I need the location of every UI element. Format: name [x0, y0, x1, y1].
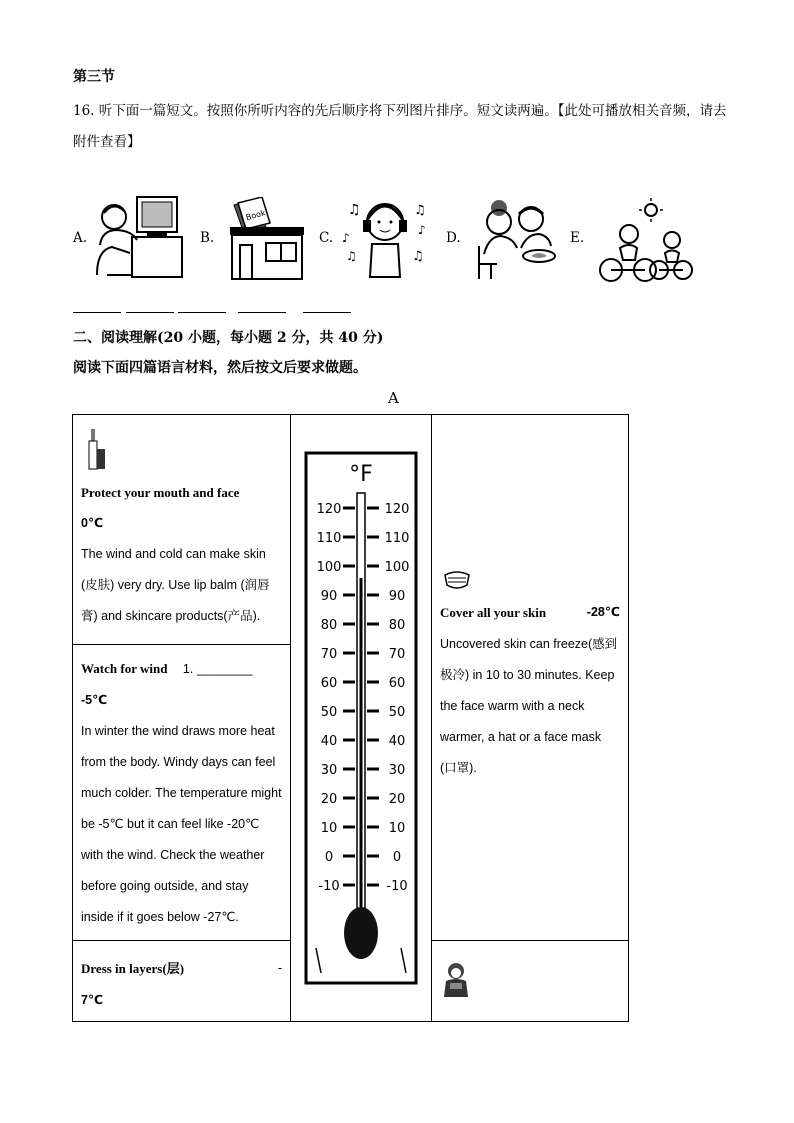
tick-label-right: 90	[388, 589, 406, 604]
picture-b	[198, 190, 308, 290]
tick-label-right: 30	[388, 763, 406, 778]
tick-label-right: 50	[388, 705, 406, 720]
answer-blank[interactable]	[126, 312, 174, 314]
thermometer-unit: °F	[349, 462, 373, 487]
tick-label-right: 100	[384, 560, 410, 575]
tick-label-right: 60	[388, 676, 406, 691]
picture-options	[60, 190, 740, 290]
svg-text:Book: Book	[244, 208, 267, 223]
tick-label-left: 120	[316, 502, 342, 517]
question-16: 16. 听下面一篇短文。按照你所听内容的先后顺序将下列图片排序。短文读两遍。【此处可播放相关音频，请去附件查看】	[73, 103, 727, 150]
tick-label-left: 20	[320, 792, 338, 807]
bookstore-icon	[226, 197, 306, 282]
cell-thermometer	[291, 415, 432, 1022]
picture-c	[318, 190, 438, 290]
cell-bundled-person	[432, 941, 629, 1022]
tick-label-right: 10	[388, 821, 406, 836]
answer-blank[interactable]	[73, 312, 121, 314]
cell-wind-title: Watch for wind	[81, 661, 168, 676]
picture-e	[570, 190, 710, 290]
tick-label-left: 40	[320, 734, 338, 749]
tick-label-right: 20	[388, 792, 406, 807]
cell-cover-temp: -28℃	[586, 605, 620, 619]
cell-wind-temp: -5℃	[81, 693, 108, 707]
cell-protect-title: Protect your mouth and face	[81, 485, 240, 500]
reading-instruction: 阅读下面四篇语言材料，然后按文后要求做题。	[73, 360, 367, 376]
cell-layers	[73, 941, 291, 1022]
picture-d	[444, 190, 564, 290]
lip-balm-icon	[85, 429, 107, 471]
tick-label-left: 30	[320, 763, 338, 778]
family-cycling-icon	[595, 198, 695, 283]
girl-headphones-icon	[340, 192, 435, 282]
svg-text:♪: ♪	[418, 223, 426, 237]
svg-text:♫: ♫	[414, 203, 426, 218]
family-dinner-icon	[469, 194, 564, 284]
tick-label-left: 60	[320, 676, 338, 691]
picture-a-label: A.	[73, 230, 88, 246]
picture-a	[60, 190, 190, 290]
picture-d-label: D.	[446, 230, 461, 246]
picture-b-label: B.	[200, 230, 215, 246]
answer-blanks	[73, 312, 373, 314]
svg-text:♫: ♫	[412, 249, 424, 264]
cell-layers-dash: -	[277, 961, 282, 975]
tick-label-left: 50	[320, 705, 338, 720]
tick-label-left: 110	[316, 531, 342, 546]
svg-text:♫: ♫	[346, 249, 357, 263]
svg-text:♪: ♪	[342, 231, 350, 245]
cell-cover-title: Cover all your skin	[440, 605, 547, 620]
picture-e-label: E.	[570, 230, 585, 246]
svg-text:♫: ♫	[348, 202, 361, 218]
bundled-person-icon	[442, 961, 470, 999]
thermometer-mercury	[360, 578, 363, 918]
tick-label-right: 40	[388, 734, 406, 749]
tick-label-right: -10	[386, 879, 408, 894]
tick-label-left: 100	[316, 560, 342, 575]
face-mask-icon	[442, 567, 472, 591]
cell-cover-skin	[432, 415, 629, 941]
answer-blank[interactable]	[303, 312, 351, 314]
cell-wind	[73, 645, 291, 941]
tick-label-right: 110	[384, 531, 410, 546]
tick-label-right: 80	[388, 618, 406, 633]
tick-label-left: 10	[320, 821, 338, 836]
section-title: 第三节	[73, 69, 115, 85]
picture-c-label: C.	[319, 230, 334, 246]
cell-protect-temp: 0℃	[81, 516, 104, 530]
tick-label-left: 90	[320, 589, 338, 604]
cell-protect-text: The wind and cold can make skin (皮肤) very dry. Use lip balm (润唇膏) and skincare products(产品).	[81, 547, 270, 623]
cell-protect	[73, 415, 291, 645]
cell-cover-text: Uncovered skin can freeze(感到极冷) in 10 to 30 minutes. Keep the face warm with a neck warmer, a hat or a face mask (口罩).	[440, 637, 618, 775]
tick-label-left: 0	[324, 850, 334, 865]
passage-table	[72, 414, 629, 1022]
cell-layers-temp: 7℃	[81, 993, 104, 1007]
answer-blank[interactable]	[178, 312, 226, 314]
thermometer-icon	[301, 448, 421, 988]
tick-label-right: 0	[392, 850, 402, 865]
thermometer-bulb	[344, 907, 378, 959]
blank-1[interactable]: 1. ________	[182, 662, 253, 676]
tick-label-left: -10	[318, 879, 340, 894]
tick-label-left: 70	[320, 647, 338, 662]
answer-blank[interactable]	[238, 312, 286, 314]
cell-layers-title: Dress in layers(层)	[81, 961, 185, 976]
reading-heading: 二、阅读理解(20 小题，每小题 2 分，共 40 分)	[73, 330, 384, 346]
passage-label: A	[388, 389, 399, 407]
boy-computer-icon	[92, 195, 187, 280]
tick-label-right: 120	[384, 502, 410, 517]
cell-wind-text: In winter the wind draws more heat from the body. Windy days can feel much colder. The temperature might be -5℃ but it can feel like -20℃ with the wind. Check the weather before going outside, and stay inside if it goes below -27℃.	[81, 724, 282, 924]
tick-label-right: 70	[388, 647, 406, 662]
tick-label-left: 80	[320, 618, 338, 633]
